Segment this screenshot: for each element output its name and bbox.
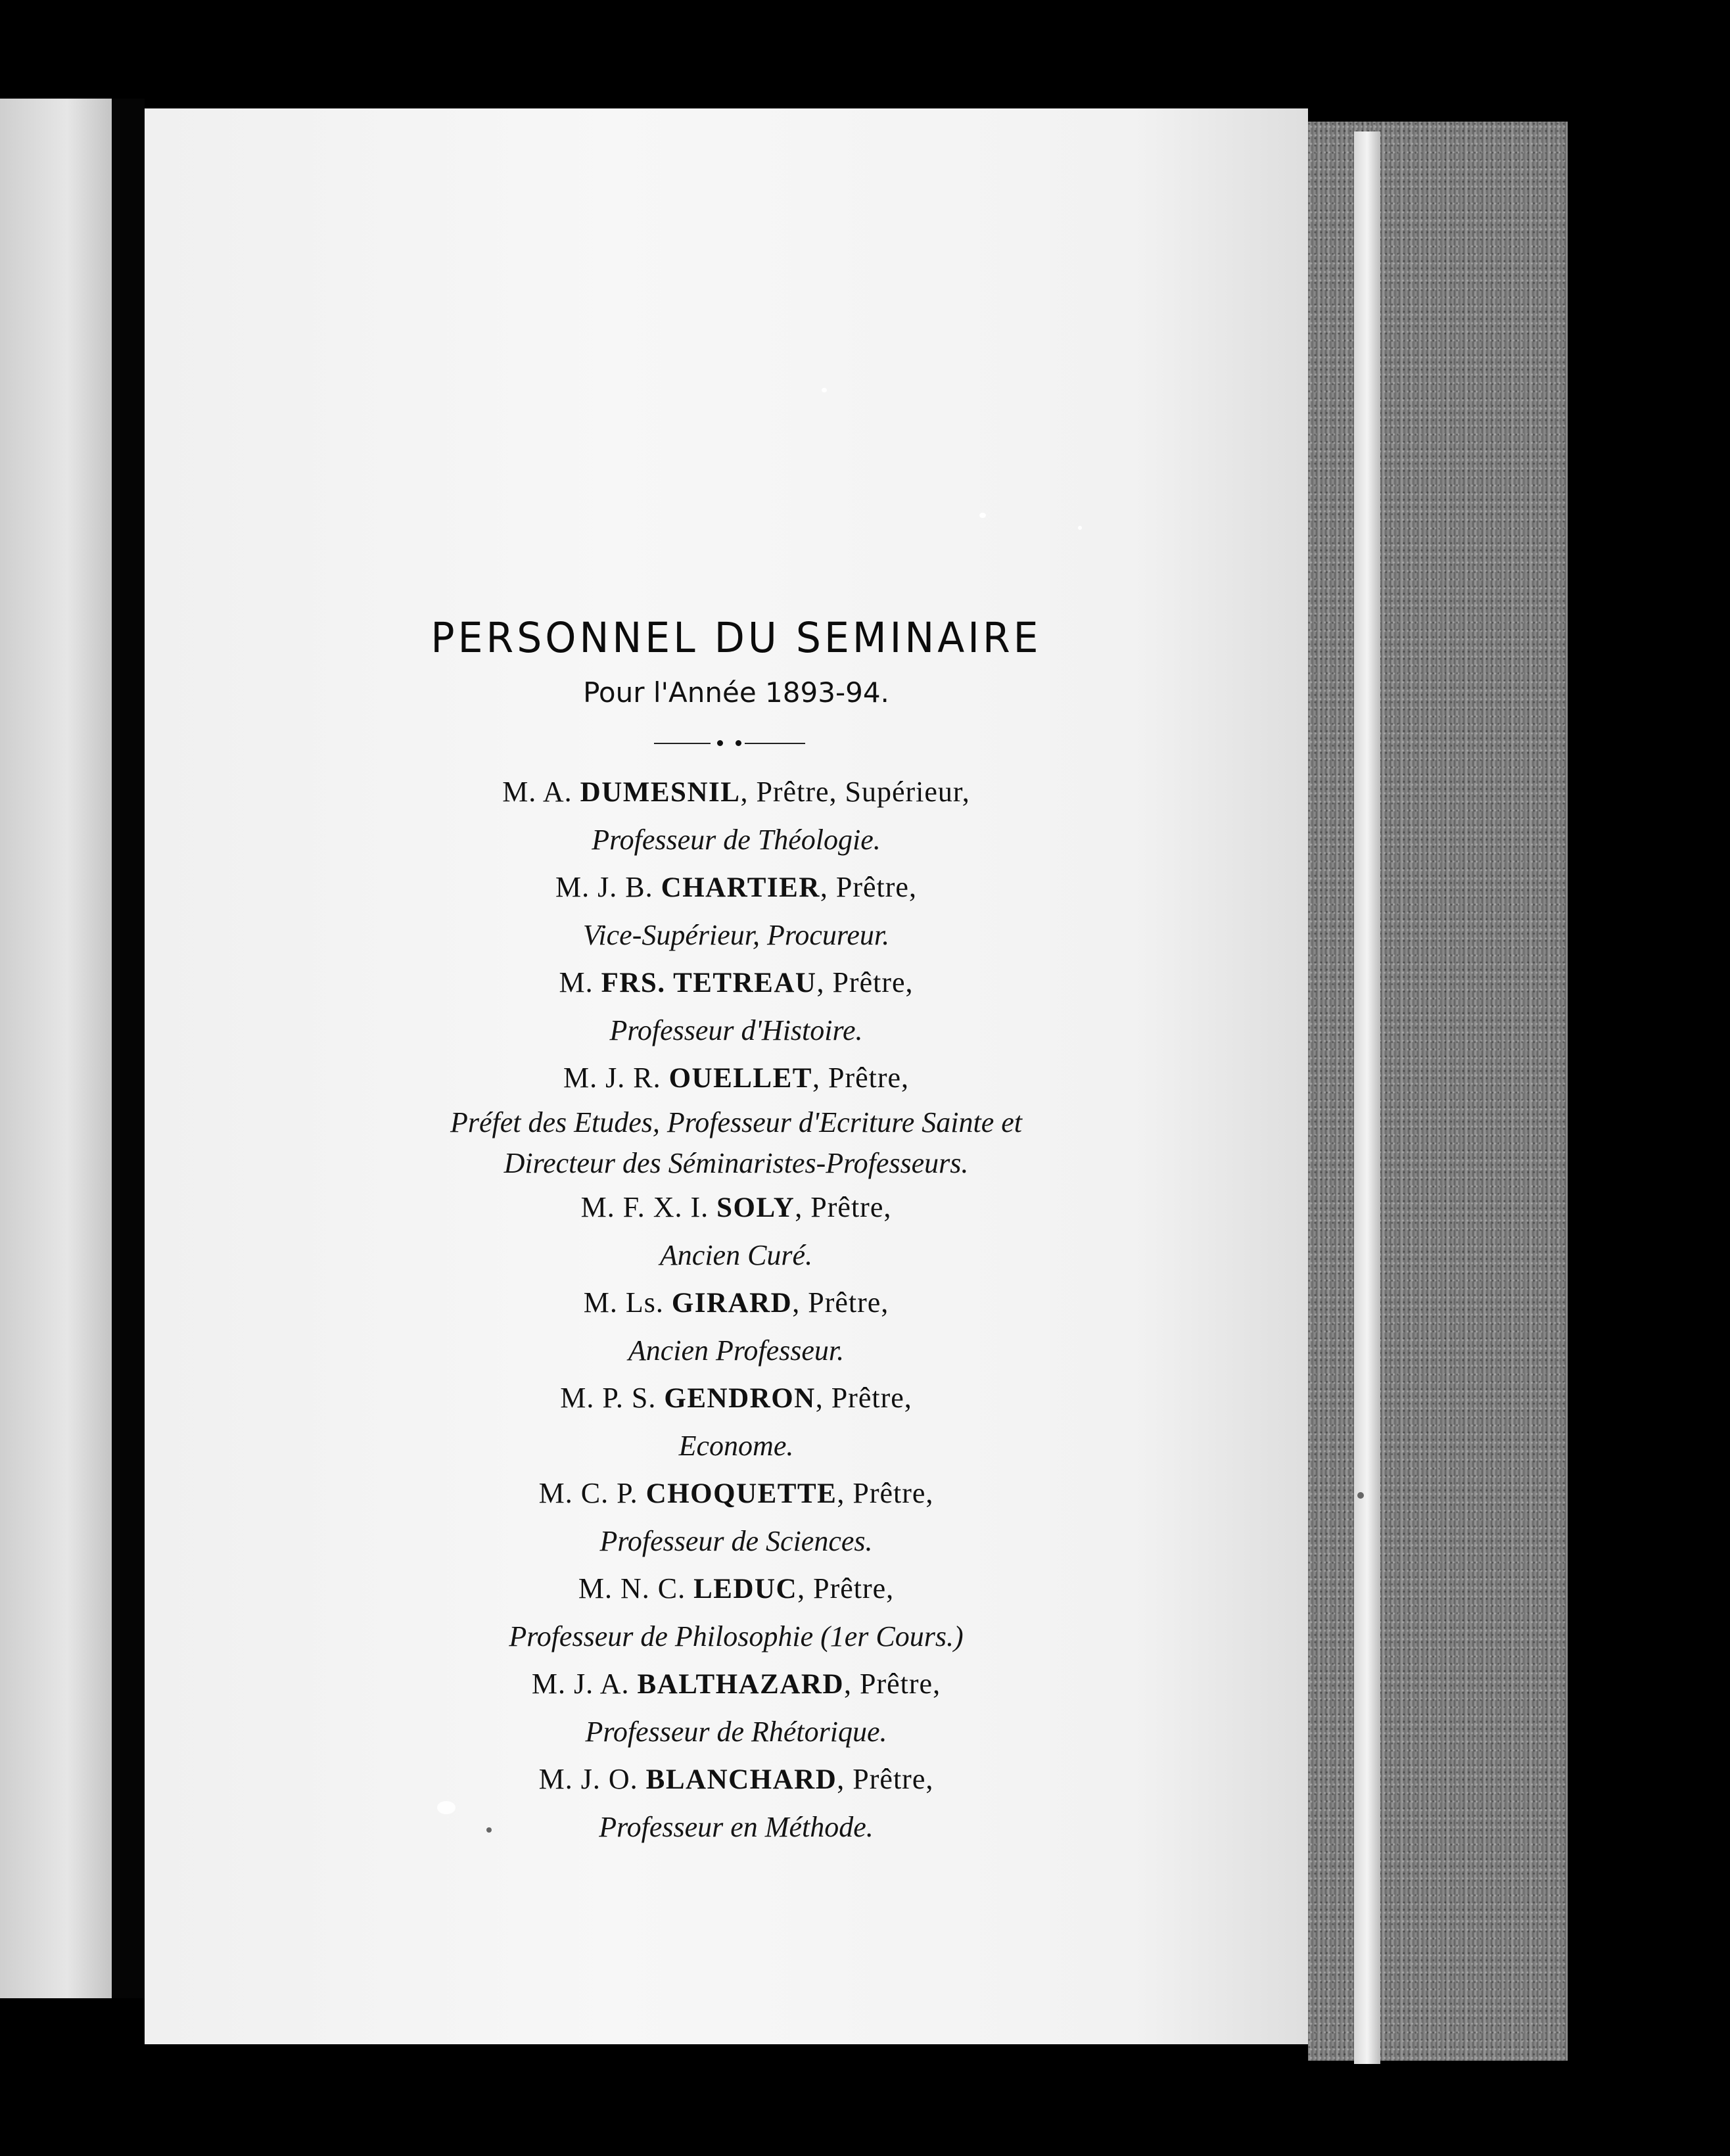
ornamental-divider: [654, 738, 818, 749]
page-stack-edges: [1308, 122, 1568, 2061]
staff-role: Professeur de Sciences.: [599, 1525, 873, 1558]
staff-role: Ancien Professeur.: [628, 1334, 845, 1367]
staff-entry: [329, 1184, 1144, 1279]
staff-name: [329, 1470, 1144, 1518]
staff-entry: [329, 1054, 1144, 1184]
name-prefix: M. P. S.: [560, 1382, 665, 1415]
staff-entry: [329, 1565, 1144, 1660]
name-suffix: , Prêtre,: [792, 1286, 889, 1319]
name-suffix: , Prêtre,: [812, 1062, 910, 1094]
surname: FRS. TETREAU: [601, 968, 817, 999]
divider-line-left: [654, 743, 711, 744]
name-suffix: , Prêtre,: [820, 871, 917, 904]
surname: LEDUC: [693, 1574, 798, 1605]
page-content: [329, 615, 1144, 1851]
staff-entry: [329, 959, 1144, 1054]
name-prefix: M. F. X. I.: [580, 1191, 717, 1224]
staff-name: [329, 1756, 1144, 1804]
divider-line-right: [745, 743, 805, 744]
name-prefix: M.: [559, 966, 601, 999]
page-edge-highlight: [1354, 131, 1380, 2064]
name-prefix: M. J. R.: [563, 1062, 669, 1094]
staff-entry: [329, 1374, 1144, 1470]
staff-role: Vice-Supérieur, Procureur.: [582, 919, 890, 952]
staff-name: [329, 959, 1144, 1007]
surname: BLANCHARD: [645, 1764, 837, 1796]
staff-role: Professeur de Théologie.: [592, 824, 881, 856]
dust-speck: [822, 388, 827, 392]
name-suffix: , Prêtre,: [837, 1763, 934, 1796]
name-suffix: , Prêtre, Supérieur,: [740, 776, 970, 808]
staff-role: Préfet des Etudes, Professeur d'Ecriture Sainte et: [450, 1106, 1023, 1139]
staff-entry: [329, 768, 1144, 864]
surname: CHARTIER: [661, 872, 820, 904]
previous-page-edge: [0, 99, 112, 1998]
dust-speck: [1078, 526, 1082, 530]
staff-name: [329, 1279, 1144, 1327]
staff-entry: [329, 864, 1144, 959]
name-prefix: M. N. C.: [578, 1572, 694, 1605]
staff-role: Professeur en Méthode.: [599, 1811, 874, 1844]
staff-name: [329, 1054, 1144, 1102]
staff-name: [329, 864, 1144, 912]
staff-entry: [329, 1470, 1144, 1565]
staff-role-line-2: Directeur des Séminaristes-Professeurs.: [503, 1147, 969, 1180]
surname: OUELLET: [668, 1063, 812, 1094]
staff-role: Professeur de Rhétorique.: [585, 1716, 887, 1748]
surname: GENDRON: [664, 1383, 816, 1415]
name-suffix: , Prêtre,: [844, 1668, 941, 1700]
divider-dot: [717, 740, 723, 746]
staff-role: Ancien Curé.: [659, 1239, 813, 1272]
staff-entry: [329, 1660, 1144, 1756]
name-prefix: M. J. B.: [555, 871, 661, 904]
dust-speck: [979, 513, 986, 518]
surname: CHOQUETTE: [645, 1478, 837, 1510]
name-suffix: , Prêtre,: [795, 1191, 892, 1224]
staff-role: Econome.: [678, 1430, 794, 1463]
surname: DUMESNIL: [580, 777, 741, 808]
name-suffix: , Prêtre,: [797, 1572, 895, 1605]
book-gutter: [112, 99, 145, 1998]
staff-list: [329, 768, 1144, 1851]
staff-entry: [329, 1756, 1144, 1851]
staff-role: Professeur d'Histoire.: [609, 1014, 863, 1047]
name-prefix: M. Ls.: [583, 1286, 672, 1319]
dust-speck: [1357, 1492, 1364, 1499]
surname: GIRARD: [671, 1288, 793, 1319]
divider-dot: [736, 740, 741, 746]
staff-entry: [329, 1279, 1144, 1374]
staff-role: Professeur de Philosophie (1er Cours.): [509, 1620, 964, 1653]
surname: SOLY: [716, 1192, 795, 1224]
name-prefix: M. J. O.: [538, 1763, 646, 1796]
staff-name: [329, 768, 1144, 816]
staff-name: [329, 1660, 1144, 1708]
staff-name: [329, 1184, 1144, 1232]
staff-name: [329, 1374, 1144, 1422]
page-subtitle: Pour l'Année 1893-94.: [583, 676, 889, 709]
name-prefix: M. J. A.: [531, 1668, 638, 1700]
name-suffix: , Prêtre,: [816, 966, 914, 999]
page-title: PERSONNEL DU SEMINAIRE: [431, 614, 1042, 663]
name-suffix: , Prêtre,: [815, 1382, 912, 1415]
staff-name: [329, 1565, 1144, 1613]
name-prefix: M. A.: [502, 776, 580, 808]
surname: BALTHAZARD: [637, 1669, 845, 1700]
name-prefix: M. C. P.: [538, 1477, 646, 1510]
name-suffix: , Prêtre,: [837, 1477, 934, 1510]
